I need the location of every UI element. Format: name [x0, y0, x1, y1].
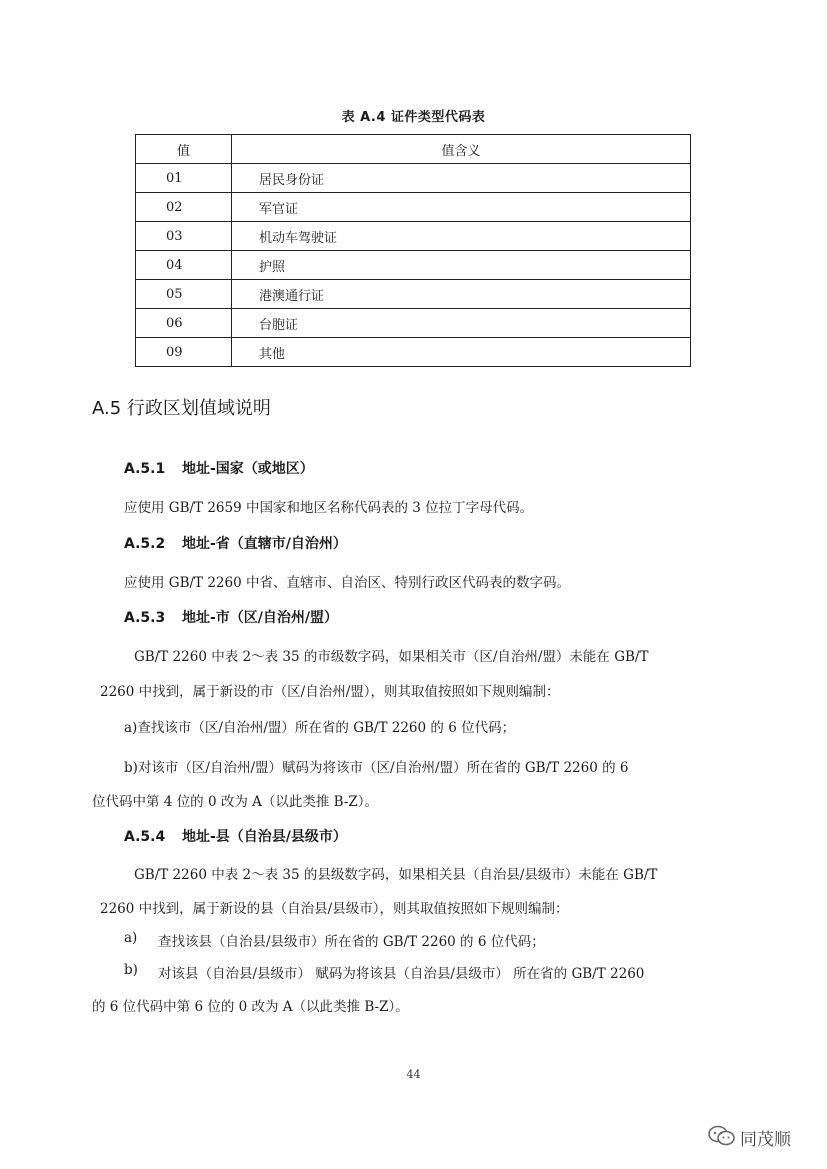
code-cell: 06 [136, 309, 232, 338]
id-type-code-table [135, 134, 691, 367]
column-header-value: 值 [136, 135, 232, 164]
table-row [136, 251, 691, 280]
table-row [136, 280, 691, 309]
paragraph-line: 2260 中找到，属于新设的县（自治县/县级市），则其取值按照如下规则编制： [100, 901, 569, 917]
table-header-row [136, 135, 691, 164]
subsection-number: A.5.4 [124, 829, 166, 845]
subsection-heading [124, 458, 314, 478]
subsection-number: A.5.2 [124, 536, 166, 552]
list-item-label: a) [124, 930, 138, 946]
table-row [136, 164, 691, 193]
meaning-cell: 台胞证 [232, 309, 691, 338]
table-row [136, 338, 691, 367]
column-header-meaning: 值含义 [232, 135, 691, 164]
code-cell: 05 [136, 280, 232, 309]
table-caption: 表 A.4 证件类型代码表 [341, 110, 486, 125]
subsection-heading [124, 533, 347, 553]
page-number: 44 [406, 1068, 421, 1081]
subsection-title: 地址-省（直辖市/自治州） [182, 536, 347, 552]
subsection-title: 地址-国家（或地区） [182, 461, 314, 477]
meaning-cell: 港澳通行证 [232, 280, 691, 309]
list-item-label: b) [124, 962, 138, 978]
paragraph: 应使用 GB/T 2659 中国家和地区名称代码表的 3 位拉丁字母代码。 [124, 500, 534, 516]
meaning-cell: 其他 [232, 338, 691, 367]
wechat-icon [707, 1125, 737, 1151]
code-cell: 04 [136, 251, 232, 280]
list-item-continuation: 位代码中第 4 位的 0 改为 A（以此类推 B-Z）。 [92, 794, 379, 810]
meaning-cell: 居民身份证 [232, 164, 691, 193]
meaning-cell: 军官证 [232, 193, 691, 222]
subsection-title: 地址-县（自治县/县级市） [182, 829, 347, 845]
paragraph-line: GB/T 2260 中表 2～表 35 的县级数字码，如果相关县（自治县/县级市）未能在 GB/T [134, 867, 658, 883]
table-row [136, 222, 691, 251]
list-item: 对该县（自治县/县级市） 赋码为将该县（自治县/县级市） 所在省的 GB/T 2260 [158, 966, 645, 982]
meaning-cell: 机动车驾驶证 [232, 222, 691, 251]
list-item: b)对该市（区/自治州/盟）赋码为将该市（区/自治州/盟）所在省的 GB/T 2260 的 6 [124, 760, 629, 776]
code-cell: 09 [136, 338, 232, 367]
paragraph-line: GB/T 2260 中表 2～表 35 的市级数字码，如果相关市（区/自治州/盟）未能在 GB/T [134, 649, 649, 665]
paragraph-line: 2260 中找到，属于新设的市（区/自治州/盟），则其取值按照如下规则编制： [100, 684, 560, 700]
code-cell: 02 [136, 193, 232, 222]
subsection-number: A.5.1 [124, 461, 166, 477]
paragraph: 应使用 GB/T 2260 中省、直辖市、自治区、特别行政区代码表的数字码。 [124, 575, 570, 591]
list-item: a)查找该市（区/自治州/盟）所在省的 GB/T 2260 的 6 位代码； [124, 720, 516, 736]
list-item: 查找该县（自治县/县级市）所在省的 GB/T 2260 的 6 位代码； [158, 934, 545, 950]
subsection-number: A.5.3 [124, 610, 166, 626]
watermark-text: 同茂顺 [740, 1130, 791, 1150]
table-row [136, 309, 691, 338]
section-heading: A.5 行政区划值域说明 [92, 398, 271, 419]
subsection-heading [124, 826, 347, 846]
subsection-heading [124, 607, 338, 627]
list-item-continuation: 的 6 位代码中第 6 位的 0 改为 A（以此类推 B-Z）。 [92, 999, 409, 1015]
meaning-cell: 护照 [232, 251, 691, 280]
code-cell: 01 [136, 164, 232, 193]
subsection-title: 地址-市（区/自治州/盟） [182, 610, 339, 626]
table-row [136, 193, 691, 222]
code-cell: 03 [136, 222, 232, 251]
